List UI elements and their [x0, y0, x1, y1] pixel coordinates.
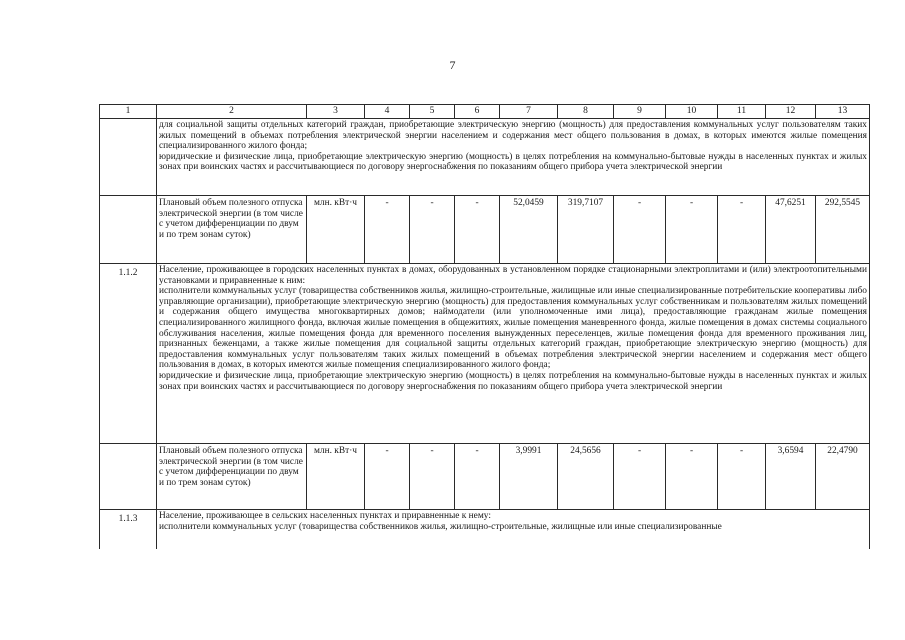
column-header: 2 [157, 105, 307, 119]
description-paragraph: исполнители коммунальных услуг (товарищества собственников жилья, жилищно-строительные, жилищные или иные специализированные потребительские кооперативы либо управляющие организации), приобретающие электрическую энергию (мощность) для предоставления коммунальных услуг собственникам и пользователям жилых помещений и содержания общего имущества многоквартирных домов; наймодатели (или уполномоченные ими лица), предоставляющие гражданам жилые помещения специализированного жилищного фонда, включая жилые помещения в общежитиях, жилые помещения маневренного фонда, жилые помещения в домах системы социального обслуживания населения, жилые помещения фонда для временного поселения вынужденных переселенцев, жилые помещения фонда для временного проживания лиц, признанных беженцами, а также жилые помещения для социальной защиты отдельных категорий граждан, приобретающие электрическую энергию (мощность) для предоставления коммунальных услуг пользователям таких жилых помещений в объемах потребления электрической энергии населением и содержания мест общего пользования в домах, в которых имеются жилые помещения специализированного жилого фонда; [159, 286, 867, 371]
value-cell: - [365, 444, 410, 510]
value-cell: - [666, 196, 718, 264]
row-code-cell [100, 196, 157, 264]
page-number: 7 [449, 58, 456, 72]
description-row [100, 510, 870, 550]
parameter-cell: Плановый объем полезного отпуска электрической энергии (в том числе с учетом дифференциации по двум и по трем зонам суток) [157, 196, 307, 264]
value-cell: - [455, 196, 500, 264]
column-header: 6 [455, 105, 500, 119]
description-cell [157, 510, 870, 550]
description-paragraph: для социальной защиты отдельных категорий граждан, приобретающие электрическую энергию (мощность) для предоставления коммунальных услуг пользователям таких жилых помещений в объемах потребления электрической энергии населением и содержания мест общего пользования в домах, в которых имеются жилые помещения специализированного жилого фонда; [159, 120, 867, 152]
value-cell: 47,6251 [766, 196, 816, 264]
value-cell: - [718, 444, 766, 510]
value-cell: - [410, 444, 455, 510]
column-header: 5 [410, 105, 455, 119]
value-cell: 24,5656 [558, 444, 614, 510]
column-header: 8 [558, 105, 614, 119]
description-cell [157, 264, 870, 444]
value-cell: 22,4790 [816, 444, 870, 510]
value-cell: - [614, 444, 666, 510]
value-cell: 3,6594 [766, 444, 816, 510]
column-header: 4 [365, 105, 410, 119]
data-row [100, 444, 870, 510]
row-code-cell [100, 119, 157, 196]
unit-cell: млн. кВт·ч [307, 444, 365, 510]
row-code-cell: 1.1.3 [100, 510, 157, 550]
table-header-row [100, 105, 870, 119]
value-cell: - [410, 196, 455, 264]
row-code-cell [100, 444, 157, 510]
description-paragraph: Население, проживающее в городских населенных пунктах в домах, оборудованных в установленном порядке стационарными электроплитами и (или) электроотопительными установками и приравненные к ним: [159, 265, 867, 286]
column-header: 9 [614, 105, 666, 119]
column-header: 13 [816, 105, 870, 119]
unit-cell: млн. кВт·ч [307, 196, 365, 264]
value-cell: - [455, 444, 500, 510]
description-row [100, 119, 870, 196]
column-header: 10 [666, 105, 718, 119]
data-row [100, 196, 870, 264]
description-paragraph: Население, проживающее в сельских населенных пунктах и приравненные к нему: [159, 511, 491, 521]
value-cell: 292,5545 [816, 196, 870, 264]
column-header: 11 [718, 105, 766, 119]
column-header: 3 [307, 105, 365, 119]
row-code-cell: 1.1.2 [100, 264, 157, 444]
value-cell: - [666, 444, 718, 510]
description-cell [157, 119, 870, 196]
description-paragraph: юридические и физические лица, приобретающие электрическую энергию (мощность) в целях потребления на коммунально-бытовые нужды в населенных пунктах и жилых зонах при воинских частях и рассчитывающиеся по договору энергоснабжения по показаниям общего прибора учета электрической энергии [159, 151, 867, 173]
tariff-table [99, 104, 870, 549]
value-cell: - [365, 196, 410, 264]
parameter-cell: Плановый объем полезного отпуска электрической энергии (в том числе с учетом дифференциации по двум и по трем зонам суток) [157, 444, 307, 510]
column-header: 1 [100, 105, 157, 119]
description-row [100, 264, 870, 444]
value-cell: 3,9991 [500, 444, 558, 510]
value-cell: - [718, 196, 766, 264]
column-header: 7 [500, 105, 558, 119]
description-paragraph: юридические и физические лица, приобретающие электрическую энергию (мощность) в целях потребления на коммунально-бытовые нужды в населенных пунктах и жилых зонах при воинских частях и рассчитывающиеся по договору энергоснабжения по показаниям общего прибора учета электрической энергии [159, 370, 867, 392]
column-header: 12 [766, 105, 816, 119]
value-cell: - [614, 196, 666, 264]
value-cell: 319,7107 [558, 196, 614, 264]
value-cell: 52,0459 [500, 196, 558, 264]
description-paragraph: исполнители коммунальных услуг (товарищества собственников жилья, жилищно-строительные, жилищные или иные специализированные [159, 521, 722, 532]
